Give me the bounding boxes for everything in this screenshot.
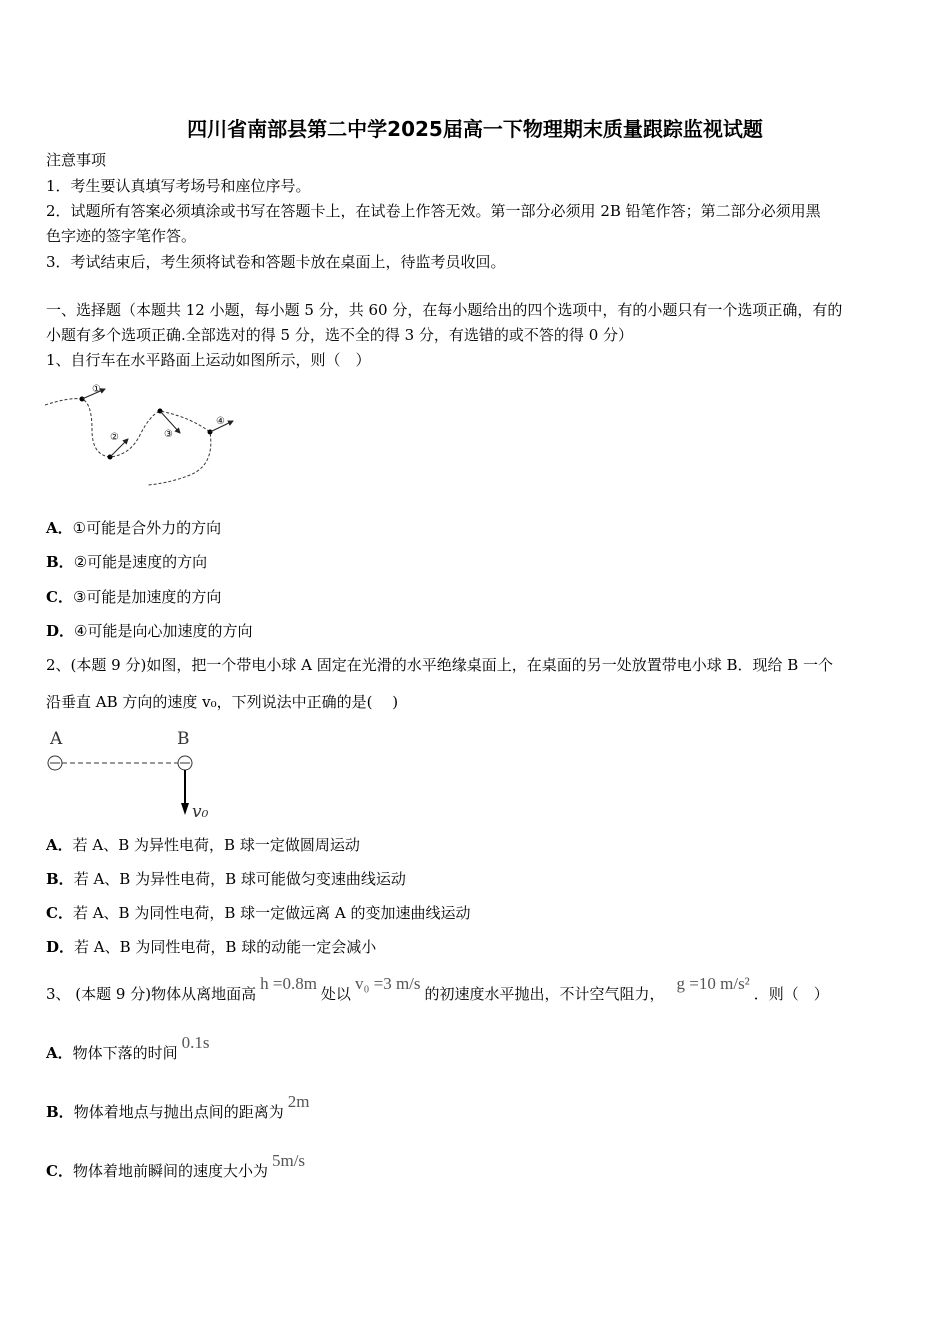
q2-option-d[interactable]: D．若 A、B 为同性电荷，B 球的动能一定会减小: [46, 938, 377, 956]
q2-stem: 沿垂直 AB 方向的速度 v₀，下列说法中正确的是( ): [46, 693, 399, 711]
q3-stem: 3、 (本题 9 分)物体从离地面高h =0.8m处以v₀ =3 m/s的初速度水平抛出，不计空气阻力，g =10 m/s²．则（ ）: [46, 974, 829, 1003]
q2-option-a[interactable]: A．若 A、B 为异性电荷，B 球一定做圆周运动: [46, 836, 360, 854]
q1-option-d[interactable]: D．④可能是向心加速度的方向: [46, 622, 253, 640]
page-title: 四川省南部县第二中学2025届高一下物理期末质量跟踪监视试题: [187, 117, 763, 141]
notes-heading: 注意事项: [46, 151, 107, 169]
q2-option-b[interactable]: B．若 A、B 为异性电荷，B 球可能做匀变速曲线运动: [46, 870, 406, 888]
label-3: ③: [164, 429, 173, 440]
label-v0: v₀: [192, 802, 209, 822]
label-a: A: [50, 729, 63, 749]
q3-option-c[interactable]: C．物体着地前瞬间的速度大小为5m/s: [46, 1151, 306, 1180]
note-item: 2．试题所有答案必须填涂或书写在答题卡上，在试卷上作答无效。第一部分必须用 2B 铅笔作答；第二部分必须用黑: [46, 202, 821, 220]
q2-stem: 2、(本题 9 分)如图，把一个带电小球 A 固定在光滑的水平绝缘桌面上，在桌面的另一处放置带电小球 B．现给 B 一个: [46, 656, 834, 674]
q3-option-b[interactable]: B．物体着地点与抛出点间的距离为2m: [46, 1092, 310, 1121]
q2-charges-figure: [40, 725, 230, 825]
section-heading: 一、选择题（本题共 12 小题，每小题 5 分，共 60 分，在每小题给出的四个选项中，有的小题只有一个选项正确，有的: [46, 301, 843, 319]
label-1: ①: [92, 384, 101, 395]
note-item: 色字迹的签字笔作答。: [46, 227, 197, 245]
label-b: B: [177, 729, 190, 749]
label-2: ②: [110, 432, 119, 443]
q1-trajectory-figure: [40, 375, 250, 490]
label-4: ④: [216, 416, 225, 427]
note-item: 3．考试结束后，考生须将试卷和答题卡放在桌面上，待监考员收回。: [46, 253, 506, 271]
note-item: 1．考生要认真填写考场号和座位序号。: [46, 177, 311, 195]
q1-stem: 1、自行车在水平路面上运动如图所示，则（ ）: [46, 351, 371, 369]
q3-option-a[interactable]: A．物体下落的时间0.1s: [46, 1033, 210, 1062]
q1-option-c[interactable]: C．③可能是加速度的方向: [46, 588, 222, 606]
section-heading: 小题有多个选项正确.全部选对的得 5 分，选不全的得 3 分，有选错的或不答的得 0 分）: [46, 326, 634, 344]
q2-option-c[interactable]: C．若 A、B 为同性电荷，B 球一定做远离 A 的变加速曲线运动: [46, 904, 471, 922]
q1-option-b[interactable]: B．②可能是速度的方向: [46, 553, 208, 571]
q1-option-a[interactable]: A．①可能是合外力的方向: [46, 519, 222, 537]
